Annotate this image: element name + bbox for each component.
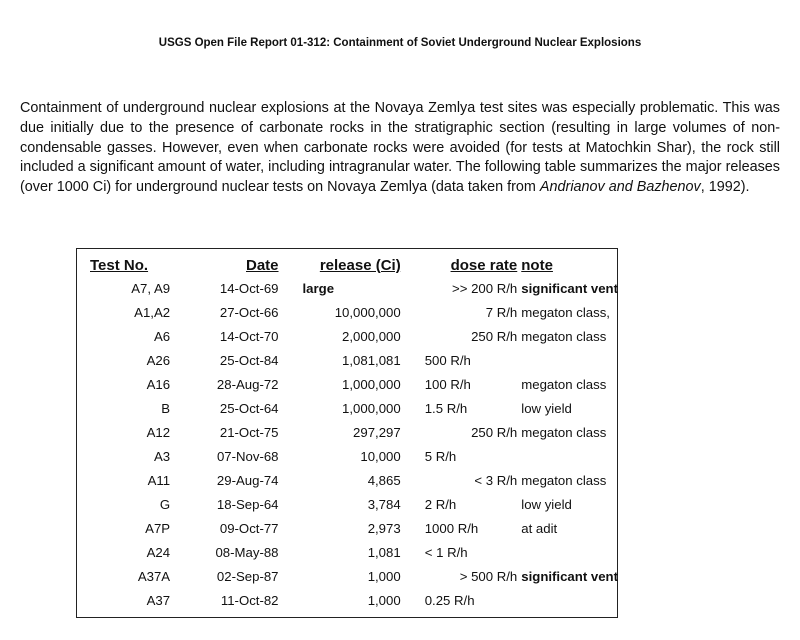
- releases-table: [76, 254, 618, 612]
- cell-note: megaton class: [521, 472, 607, 488]
- col-date: Date: [246, 256, 279, 274]
- table-row: [76, 564, 618, 588]
- cell-dose-rate: >> 200 R/h: [452, 280, 518, 296]
- cell-release: 10,000: [360, 448, 401, 464]
- intro-paragraph: [20, 99, 780, 198]
- cell-test-no: A6: [153, 328, 171, 344]
- cell-dose-rate: > 500 R/h: [459, 568, 518, 584]
- report-header: USGS Open File Report 01-312: Containment of Soviet Underground Nuclear Explosions: [158, 37, 642, 49]
- cell-test-no: A3: [153, 448, 171, 464]
- table-row: [76, 276, 618, 300]
- cell-test-no: A16: [146, 376, 171, 392]
- cell-note: significant vent: [521, 568, 618, 584]
- cell-dose-rate: < 1 R/h: [424, 544, 468, 560]
- cell-release: 10,000,000: [334, 304, 401, 320]
- cell-dose-rate: 1000 R/h: [424, 520, 479, 536]
- cell-release: 4,865: [367, 472, 401, 488]
- cell-release: 2,000,000: [342, 328, 401, 344]
- table-row: [76, 324, 618, 348]
- paragraph-text-after: , 1992).: [700, 179, 750, 196]
- cell-note: megaton class: [521, 328, 607, 344]
- cell-date: 08-May-88: [215, 544, 279, 560]
- table-row: [76, 348, 618, 372]
- col-release: release (Ci): [319, 256, 401, 274]
- table-row: [76, 420, 618, 444]
- cell-release: 2,973: [367, 520, 401, 536]
- table-row: [76, 396, 618, 420]
- cell-dose-rate: 1.5 R/h: [424, 400, 468, 416]
- citation-authors: Andrianov and Bazhenov: [539, 179, 701, 196]
- table-row: [76, 444, 618, 468]
- cell-test-no: A37: [146, 592, 171, 608]
- cell-dose-rate: 100 R/h: [424, 376, 471, 392]
- table-row: [76, 516, 618, 540]
- cell-note: low yield: [521, 496, 572, 512]
- cell-date: 21-Oct-75: [219, 424, 279, 440]
- table-row: [76, 468, 618, 492]
- table-row: [76, 372, 618, 396]
- table-row: [76, 540, 618, 564]
- cell-release: 297,297: [353, 424, 401, 440]
- cell-release: 1,000,000: [342, 400, 401, 416]
- cell-note: at adit: [521, 520, 558, 536]
- cell-test-no: A7P: [145, 520, 171, 536]
- cell-release: 1,000,000: [342, 376, 401, 392]
- cell-note: megaton class: [521, 376, 607, 392]
- cell-dose-rate: 250 R/h: [471, 424, 518, 440]
- table-row: [76, 588, 618, 612]
- col-dose-rate: dose rate: [450, 256, 518, 274]
- cell-dose-rate: 250 R/h: [471, 328, 518, 344]
- cell-date: 28-Aug-72: [216, 376, 279, 392]
- cell-note: megaton class,: [521, 304, 610, 320]
- cell-test-no: A1,A2: [134, 304, 171, 320]
- cell-date: 25-Oct-64: [219, 400, 279, 416]
- cell-dose-rate: 0.25 R/h: [424, 592, 475, 608]
- cell-date: 18-Sep-64: [216, 496, 279, 512]
- cell-date: 07-Nov-68: [216, 448, 279, 464]
- cell-note: [517, 588, 618, 612]
- cell-date: 02-Sep-87: [216, 568, 279, 584]
- col-test-no: Test No.: [90, 256, 149, 274]
- cell-dose-rate: 2 R/h: [424, 496, 457, 512]
- cell-dose-rate: 7 R/h: [485, 304, 518, 320]
- cell-test-no: G: [159, 496, 171, 512]
- table-body: [76, 276, 618, 612]
- cell-release: 1,081,081: [342, 352, 401, 368]
- cell-test-no: A37A: [137, 568, 171, 584]
- cell-release: 1,081: [367, 544, 401, 560]
- cell-dose-rate: < 3 R/h: [474, 472, 518, 488]
- cell-dose-rate: 500 R/h: [424, 352, 471, 368]
- cell-release: large: [302, 280, 335, 296]
- cell-release: 1,000: [367, 568, 401, 584]
- paragraph-text-before: Containment of underground nuclear explosions at the Novaya Zemlya test sites was especially problematic. This was due initially due to the presence of carbonate rocks in the stratigraphic section (resulting in large volumes of non-condensable gasses. However, even when carbonate rocks were avoided (for tests at Matochkin Shar), the rock still included a significant amount of water, including intragranular water. The following table summarizes the major releases (over 1000 Ci) for underground nuclear tests on Novaya Zemlya (data taken from: [20, 100, 780, 196]
- cell-note: megaton class: [521, 424, 607, 440]
- cell-date: 25-Oct-84: [219, 352, 279, 368]
- cell-dose-rate: 5 R/h: [424, 448, 457, 464]
- cell-date: 14-Oct-70: [219, 328, 279, 344]
- cell-test-no: A24: [146, 544, 171, 560]
- cell-test-no: A26: [146, 352, 171, 368]
- cell-date: 14-Oct-69: [219, 280, 279, 296]
- table-header-row: [76, 254, 618, 276]
- cell-date: 11-Oct-82: [220, 592, 279, 608]
- cell-date: 29-Aug-74: [216, 472, 279, 488]
- cell-test-no: A7, A9: [131, 280, 171, 296]
- cell-test-no: A11: [147, 472, 171, 488]
- cell-test-no: B: [161, 400, 171, 416]
- table-row: [76, 492, 618, 516]
- cell-note: [517, 540, 618, 564]
- cell-note: [517, 444, 618, 468]
- cell-note: low yield: [521, 400, 572, 416]
- cell-note: significant vent: [521, 280, 618, 296]
- table-row: [76, 300, 618, 324]
- cell-release: 1,000: [367, 592, 401, 608]
- cell-date: 09-Oct-77: [219, 520, 279, 536]
- cell-release: 3,784: [367, 496, 401, 512]
- cell-test-no: A12: [146, 424, 171, 440]
- cell-note: [517, 348, 618, 372]
- col-note: note: [521, 256, 553, 274]
- cell-date: 27-Oct-66: [219, 304, 279, 320]
